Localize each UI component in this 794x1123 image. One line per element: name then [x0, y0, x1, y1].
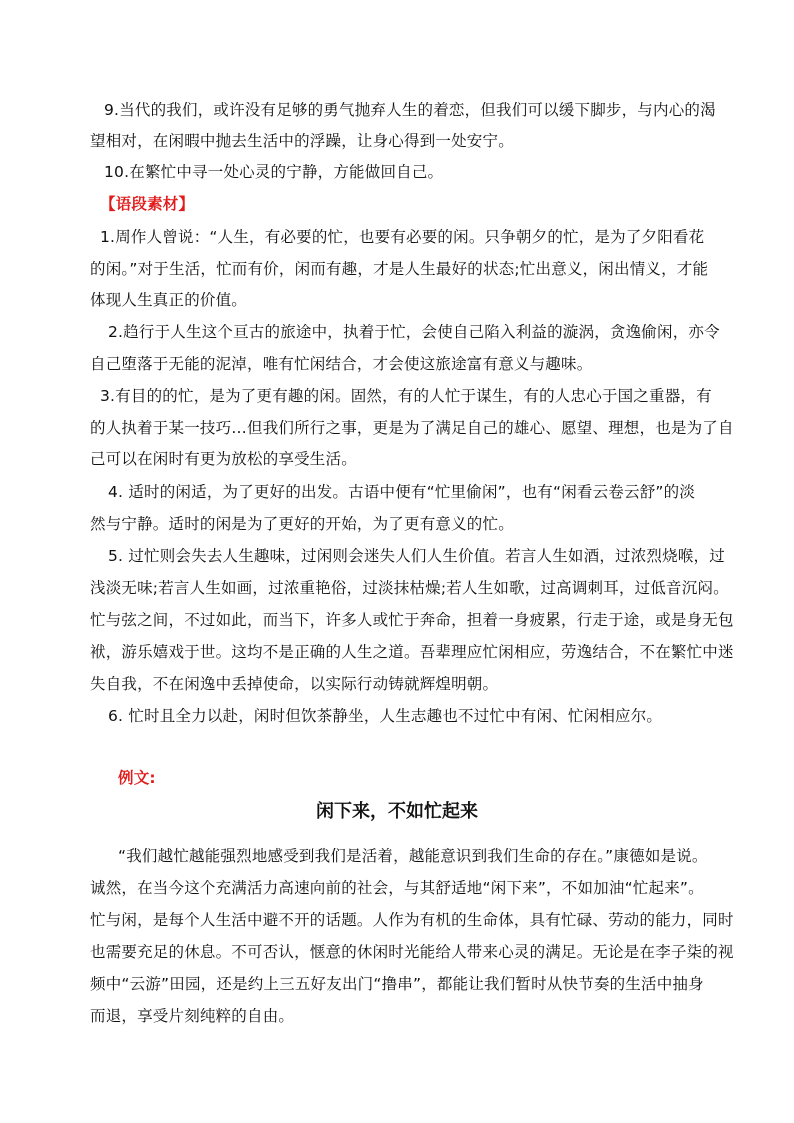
para-line-20: 6. 忙时且全力以赴，闲时但饮茶静坐，人生志趣也不过忙中有闲、忙闲相应尔。	[108, 707, 663, 725]
para-line-13: 4. 适时的闲适，为了更好的出发。古语中便有“忙里偷闲”，也有“闲看云卷云舒”的淡	[108, 483, 696, 501]
para-line-11: 的人执着于某一技巧…但我们所行之事，更是为了满足自己的雄心、愿望、理想，也是为了自	[90, 419, 734, 437]
para-line-19: 失自我，不在闲逸中丢掉使命，以实际行动铸就辉煌明朝。	[90, 675, 499, 693]
essay-title: 闲下来，不如忙起来	[316, 801, 478, 822]
example-label: 例文:	[118, 769, 156, 787]
para-line-6: 的闲。”对于生活，忙而有价，闲而有趣，才是人生最好的状态;忙出意义，闲出情义，才能	[90, 260, 709, 278]
para-line-14: 然与宁静。适时的闲是为了更好的开始，为了更有意义的忙。	[90, 515, 514, 533]
para-line-2: 望相对，在闲暇中抛去生活中的浮躁，让身心得到一处安宁。	[90, 132, 514, 150]
essay-line-4: 也需要充足的休息。不可否认，惬意的休闲时光能给人带来心灵的满足。无论是在李子柒的视	[90, 943, 734, 961]
para-line-15: 5. 过忙则会失去人生趣味，过闲则会迷失人们人生价值。若言人生如酒，过浓烈烧喉，过	[108, 547, 725, 565]
section-heading-material: 【语段素材】	[100, 195, 195, 213]
para-line-16: 浅淡无味;若言人生如画，过浓重艳俗，过淡抹枯燥;若人生如歌，过高调刺耳，过低音沉闷。	[90, 579, 729, 597]
essay-line-5: 频中“云游”田园，还是约上三五好友出门“撸串”，都能让我们暂时从快节奏的生活中抽身	[90, 975, 704, 993]
para-line-3: 10.在繁忙中寻一处心灵的宁静，方能做回自己。	[104, 163, 444, 181]
essay-line-6: 而退，享受片刻纯粹的自由。	[90, 1007, 295, 1025]
para-line-17: 忙与弦之间，不过如此，而当下，许多人或忙于奔命，担着一身疲累，行走于途，或是身无包	[90, 611, 734, 629]
para-line-1: 9.当代的我们，或许没有足够的勇气抛弃人生的着恋，但我们可以缓下脚步，与内心的渴	[104, 101, 716, 119]
para-line-5: 1.周作人曾说：“人生，有必要的忙，也要有必要的闲。只争朝夕的忙，是为了夕阳看花	[100, 228, 705, 246]
essay-line-2: 诚然，在当今这个充满活力高速向前的社会，与其舒适地“闲下来”，不如加油“忙起来”。	[90, 879, 704, 897]
para-line-9: 自己堕落于无能的泥淖，唯有忙闲结合，才会使这旅途富有意义与趣味。	[90, 355, 593, 373]
essay-line-3: 忙与闲，是每个人生活中避不开的话题。人作为有机的生命体，具有忙碌、劳动的能力，同时	[90, 911, 734, 929]
para-line-12: 己可以在闲时有更为放松的享受生活。	[90, 450, 357, 468]
essay-line-1: “我们越忙越能强烈地感受到我们是活着，越能意识到我们生命的存在。”康德如是说。	[118, 847, 708, 865]
para-line-10: 3.有目的的忙，是为了更有趣的闲。固然，有的人忙于谋生，有的人忠心于国之重器，有	[100, 387, 712, 405]
para-line-18: 袱，游乐嬉戏于世。这均不是正确的人生之道。吾辈理应忙闲相应，劳逸结合，不在繁忙中迷	[90, 643, 734, 661]
para-line-8: 2.趋行于人生这个亘古的旅途中，执着于忙，会使自己陷入利益的漩涡，贪逸偷闲，亦令	[108, 323, 720, 341]
para-line-7: 体现人生真正的价值。	[90, 291, 248, 309]
